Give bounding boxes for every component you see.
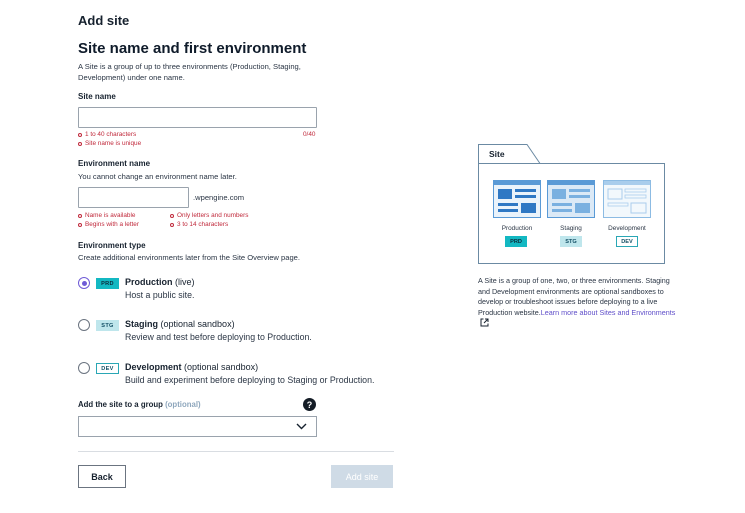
environment-name-help: You cannot change an environment name later. (78, 172, 237, 181)
radio-icon[interactable] (78, 277, 90, 289)
env-option-development[interactable] (78, 361, 408, 391)
staging-label: Staging (560, 225, 582, 232)
env-option-desc: Host a public site. (125, 290, 195, 300)
domain-suffix: .wpengine.com (193, 193, 245, 202)
env-option-desc: Review and test before deploying to Production. (125, 332, 312, 342)
diagram-stg-badge: STG (560, 236, 582, 247)
production-label: Production (501, 225, 533, 232)
group-label: Add the site to a group (optional) (78, 400, 201, 409)
env-validation-length: 3 to 14 characters (170, 220, 228, 229)
staging-thumbnail (547, 180, 595, 218)
site-name-counter: 0/40 (303, 131, 316, 138)
env-validation-available: Name is available (78, 211, 135, 220)
question-circle-icon[interactable]: ? (303, 398, 316, 411)
site-name-label: Site name (78, 92, 116, 101)
validation-circle-icon (170, 214, 174, 218)
website-development-icon (604, 181, 650, 217)
env-option-staging[interactable] (78, 318, 408, 348)
diagram-dev-badge: DEV (616, 236, 638, 247)
website-production-icon (494, 181, 540, 217)
validation-circle-icon (78, 214, 82, 218)
env-validation-alnum: Only letters and numbers (170, 211, 248, 220)
intro-text: A Site is a group of up to three environments (Production, Staging, Development) under one name. (78, 62, 301, 82)
external-link-icon[interactable] (480, 318, 489, 327)
env-validation-letter: Begins with a letter (78, 220, 139, 229)
environment-name-input[interactable] (78, 187, 189, 208)
diagram-prd-badge: PRD (505, 236, 527, 247)
back-button[interactable]: Back (78, 465, 126, 488)
page-heading: Add site (78, 13, 130, 28)
env-option-title: Staging (optional sandbox) (125, 319, 235, 329)
env-option-title: Production (live) (125, 277, 195, 287)
production-thumbnail (493, 180, 541, 218)
validation-circle-icon (78, 223, 82, 227)
development-label: Development (608, 225, 646, 232)
development-thumbnail (603, 180, 651, 218)
site-name-validation-1: 1 to 40 characters (78, 130, 136, 139)
validation-circle-icon (78, 142, 82, 146)
radio-icon[interactable] (78, 319, 90, 331)
website-staging-icon (548, 181, 594, 217)
env-option-production[interactable] (78, 276, 408, 306)
validation-circle-icon (78, 133, 82, 137)
chevron-down-icon (296, 422, 307, 431)
site-name-input[interactable] (78, 107, 317, 128)
environment-type-label: Environment type (78, 241, 146, 250)
radio-icon[interactable] (78, 362, 90, 374)
validation-circle-icon (170, 223, 174, 227)
dev-badge: DEV (96, 363, 119, 374)
env-option-desc: Build and experiment before deploying to Staging or Production. (125, 375, 375, 385)
group-select[interactable] (78, 416, 317, 437)
learn-more-link[interactable]: Learn more about Sites and Environments (540, 307, 676, 317)
environment-name-label: Environment name (78, 159, 151, 168)
add-site-button[interactable]: Add site (331, 465, 393, 488)
site-name-validation-2: Site name is unique (78, 139, 141, 148)
environment-type-help: Create additional environments later from the Site Overview page. (78, 253, 301, 262)
footer-divider (78, 451, 394, 452)
prd-badge: PRD (96, 278, 119, 289)
section-title: Site name and first environment (78, 40, 307, 57)
site-tab-label: Site (489, 149, 505, 159)
site-info-text: A Site is a group of one, two, or three environments. Staging and Development environments are optional sandboxes to develop or troubleshoot issues before deploying to a live Production website.Learn more about Sites and Environments (478, 276, 678, 330)
env-option-title: Development (optional sandbox) (125, 362, 259, 372)
stg-badge: STG (96, 320, 119, 331)
